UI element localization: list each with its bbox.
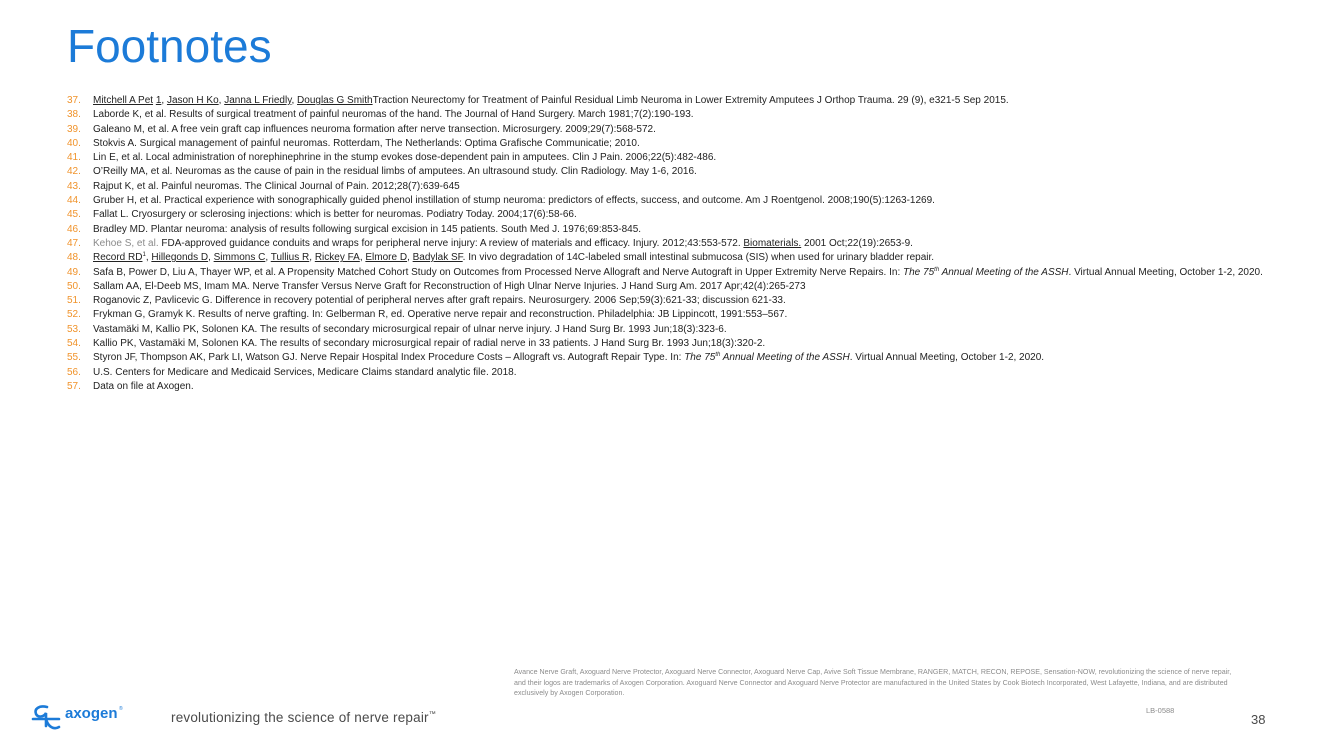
- footnote-text: Safa B, Power D, Liu A, Thayer WP, et al. A Propensity Matched Cohort Study on Outcomes from Processed Nerve Allograft and Nerve Autograft in Upper Extremity Nerve Repairs. In:: [93, 266, 904, 278]
- footnote-link[interactable]: Elmore D: [365, 252, 408, 264]
- footnote-number: 52.: [67, 309, 81, 321]
- footnote-number: 54.: [67, 338, 81, 350]
- footnote-text: Gruber H, et al. Practical experience with sonographically guided phenol instillation of stump neuroma: predictors of effects, success, and outcome. Am J Roentgenol. 2008;190(5):1263-1269.: [93, 195, 935, 207]
- footnote-text: Bradley MD. Plantar neuroma: analysis of results following surgical excision in 145 patients. South Med J. 1976;69:853-845.: [93, 223, 642, 235]
- tagline: [171, 706, 436, 727]
- footnote-text: . Virtual Annual Meeting, October 1-2, 2020.: [1068, 266, 1263, 278]
- footnote-item: [67, 137, 1267, 151]
- footnote-text: ,: [291, 95, 298, 106]
- footnote-text: Galeano M, et al. A free vein graft cap influences neuroma formation after nerve transection. Microsurgery. 2009;29(7):568-572.: [93, 123, 656, 135]
- footnote-item: [67, 123, 1267, 137]
- footnote-number: 46.: [67, 223, 81, 235]
- footnote-text: Frykman G, Gramyk K. Results of nerve grafting. In: Gelberman R, ed. Operative nerve repair and reconstruction. Philadelphia: JB Lippincott, 1991:553–567.: [93, 309, 788, 321]
- footnote-item: [67, 208, 1267, 222]
- footnote-item: [67, 351, 1267, 365]
- registered-mark: ®: [119, 706, 123, 712]
- footnote-text: 1: [142, 252, 146, 259]
- footnote-item: [67, 380, 1267, 394]
- footnote-text: ,: [309, 252, 315, 264]
- trademark-disclaimer: Avance Nerve Graft, Axoguard Nerve Protector, Axoguard Nerve Connector, Axoguard Nerve Cap, Avive Soft Tissue Membrane, RANGER, MATCH, RECON, REPOSE, Sensation-NOW, revolutionizing the science of nerve repair, and their logos are trademarks of Axogen Corporation. Axoguard Nerve Connector and Axoguard Nerve Protector are manufactured in the United States by Cook Biotech Incorporated, West Lafayette, Indiana, and are distributed exclusively by Axogen Corporation.: [514, 668, 1232, 697]
- footnote-text: Sallam AA, El-Deeb MS, Imam MA. Nerve Transfer Versus Nerve Graft for Reconstruction of High Ulnar Nerve Injuries. J Hand Surg Am. 2017 Apr;42(4):265-273: [93, 280, 806, 292]
- footnote-text: Fallat L. Cryosurgery or sclerosing injections: which is better for neuromas. Podiatry Today. 2004;17(6):58-66.: [93, 209, 577, 221]
- footnote-text: Roganovic Z, Pavlicevic G. Difference in recovery potential of peripheral nerves after graft repairs. Neurosurgery. 2006 Sep;59(3):621-33; discussion 621-33.: [93, 295, 786, 307]
- footnote-link[interactable]: Mitchell A Pet: [93, 95, 154, 106]
- footnote-text: th: [934, 266, 940, 273]
- footnote-text: Annual Meeting of the ASSH: [939, 266, 1069, 278]
- footnote-text: . In vivo degradation of 14C-labeled small intestinal submucosa (SIS) when used for urinary bladder repair.: [462, 252, 935, 264]
- footnote-link[interactable]: Janna L Friedly: [224, 95, 292, 106]
- footnote-link[interactable]: Rickey FA: [314, 252, 360, 264]
- footnote-text: ,: [145, 252, 152, 264]
- footnote-number: 37.: [67, 95, 81, 106]
- trademark-mark: ™: [428, 711, 436, 718]
- footnote-number: 57.: [67, 380, 81, 392]
- footnote-link[interactable]: Douglas G Smith: [297, 95, 373, 106]
- footnote-number: 44.: [67, 195, 81, 207]
- footnote-item: [67, 251, 1267, 265]
- footnote-item: [67, 294, 1267, 308]
- footnote-number: 50.: [67, 280, 81, 292]
- footnote-link[interactable]: Simmons C: [213, 252, 266, 264]
- footnote-text: Traction Neurectomy for Treatment of Painful Residual Limb Neuroma in Lower Extremity Amputees J Orthop Trauma. 29 (9), e321-5 Sep 2015.: [372, 95, 1009, 106]
- footnote-number: 42.: [67, 166, 81, 178]
- footnote-link[interactable]: Biomaterials.: [743, 237, 802, 249]
- footnote-item: [67, 108, 1267, 122]
- page-number: 38: [1251, 712, 1266, 727]
- footnote-text: Annual Meeting of the ASSH: [720, 352, 850, 364]
- footnote-text: Laborde K, et al. Results of surgical treatment of painful neuromas of the hand. The Journal of Hand Surgery. March 1981;7(2):190-193.: [93, 109, 694, 121]
- footnotes-list: [67, 94, 1267, 394]
- footnote-item: [67, 194, 1267, 208]
- footnote-number: 47.: [67, 237, 81, 249]
- footnote-item: [67, 280, 1267, 294]
- footnote-text: O’Reilly MA, et al. Neuromas as the cause of pain in the residual limbs of amputees. An ultrasound study. Clin Radiology. May 1-6, 2016.: [93, 166, 697, 178]
- footnote-item: [67, 337, 1267, 351]
- footnote-number: 56.: [67, 366, 81, 378]
- footnote-item: [67, 266, 1267, 280]
- footnote-text: U.S. Centers for Medicare and Medicaid Services, Medicare Claims standard analytic file. 2018.: [93, 366, 517, 378]
- document-code: LB-0588: [1146, 706, 1175, 715]
- footnote-number: 38.: [67, 109, 81, 121]
- footnote-text: The 75: [684, 352, 716, 364]
- footnote-link[interactable]: Tullius R: [270, 252, 310, 264]
- footnote-number: 45.: [67, 209, 81, 221]
- footnote-number: 40.: [67, 137, 81, 149]
- footnote-number: 49.: [67, 266, 81, 278]
- axogen-logo: [30, 700, 130, 734]
- footnote-text: ,: [218, 95, 225, 106]
- footnote-number: 39.: [67, 123, 81, 135]
- footnote-link[interactable]: Hillegonds D: [151, 252, 209, 264]
- footnote-item: [67, 223, 1267, 237]
- footnote-text: 2001 Oct;22(19):2653-9.: [801, 237, 913, 249]
- footnote-link[interactable]: Jason H Ko: [166, 95, 219, 106]
- footnote-text: Kallio PK, Vastamäki M, Solonen KA. The results of secondary microsurgical repair of radial nerve in 33 patients. J Hand Surg Br. 1993 Jun;18(3):320-2.: [93, 338, 766, 350]
- footnote-link[interactable]: Record RD: [93, 252, 143, 264]
- footnote-text: Rajput K, et al. Painful neuromas. The Clinical Journal of Pain. 2012;28(7):639-645: [93, 180, 460, 192]
- footnote-text: th: [715, 352, 721, 359]
- footnote-text: . Virtual Annual Meeting, October 1-2, 2020.: [849, 352, 1045, 364]
- footnote-number: 48.: [67, 252, 81, 264]
- footnote-number: 51.: [67, 295, 81, 307]
- footnote-item: [67, 366, 1267, 380]
- footnote-text: Styron JF, Thompson AK, Park LI, Watson GJ. Nerve Repair Hospital Index Procedure Costs – Allograft vs. Autograft Repair Type. In:: [93, 352, 685, 364]
- footnote-number: 55.: [67, 352, 81, 364]
- footnote-number: 43.: [67, 180, 81, 192]
- footnote-text: ,: [161, 95, 167, 106]
- footnote-item: [67, 308, 1267, 322]
- footnote-number: 41.: [67, 152, 81, 164]
- footnote-text: ,: [265, 252, 271, 264]
- footnote-text: Vastamäki M, Kallio PK, Solonen KA. The results of secondary microsurgical repair of ulnar nerve injury. J Hand Surg Br. 1993 Jun;18(3):323-6.: [93, 323, 727, 335]
- footnote-item: [67, 237, 1267, 251]
- footnote-text: Lin E, et al. Local administration of norephinephrine in the stump evokes dose-dependent pain in amputees. Clin J Pain. 2006;22(5):482-486.: [93, 152, 717, 164]
- footnote-text: The 75: [903, 266, 935, 278]
- footnote-text: ,: [208, 252, 214, 264]
- footnote-text: FDA-approved guidance conduits and wraps for peripheral nerve injury: A review of materials and efficacy. Injury. 2012;43:553-572.: [161, 237, 744, 249]
- footnote-item: [67, 151, 1267, 165]
- axogen-logo-icon: [30, 700, 62, 734]
- page-title: Footnotes: [67, 20, 272, 72]
- footnote-item: [67, 323, 1267, 337]
- footnote-text: Data on file at Axogen.: [93, 380, 194, 392]
- tagline-text: revolutionizing the science of nerve repair: [171, 710, 429, 725]
- footnote-item: [67, 180, 1267, 194]
- footnote-link[interactable]: 1: [155, 95, 162, 106]
- footnote-link[interactable]: Badylak SF: [412, 252, 463, 264]
- footnote-number: 53.: [67, 323, 81, 335]
- footnote-text: Stokvis A. Surgical management of painful neuromas. Rotterdam, The Netherlands: Optima Grafische Communicatie; 2010.: [93, 137, 640, 149]
- footnote-text: Kehoe S, et al.: [93, 237, 162, 249]
- logo-wordmark: axogen: [65, 705, 118, 722]
- footnote-item: [67, 94, 1267, 108]
- footnote-text: ,: [359, 252, 366, 264]
- footnote-item: [67, 165, 1267, 179]
- footnote-text: ,: [407, 252, 413, 264]
